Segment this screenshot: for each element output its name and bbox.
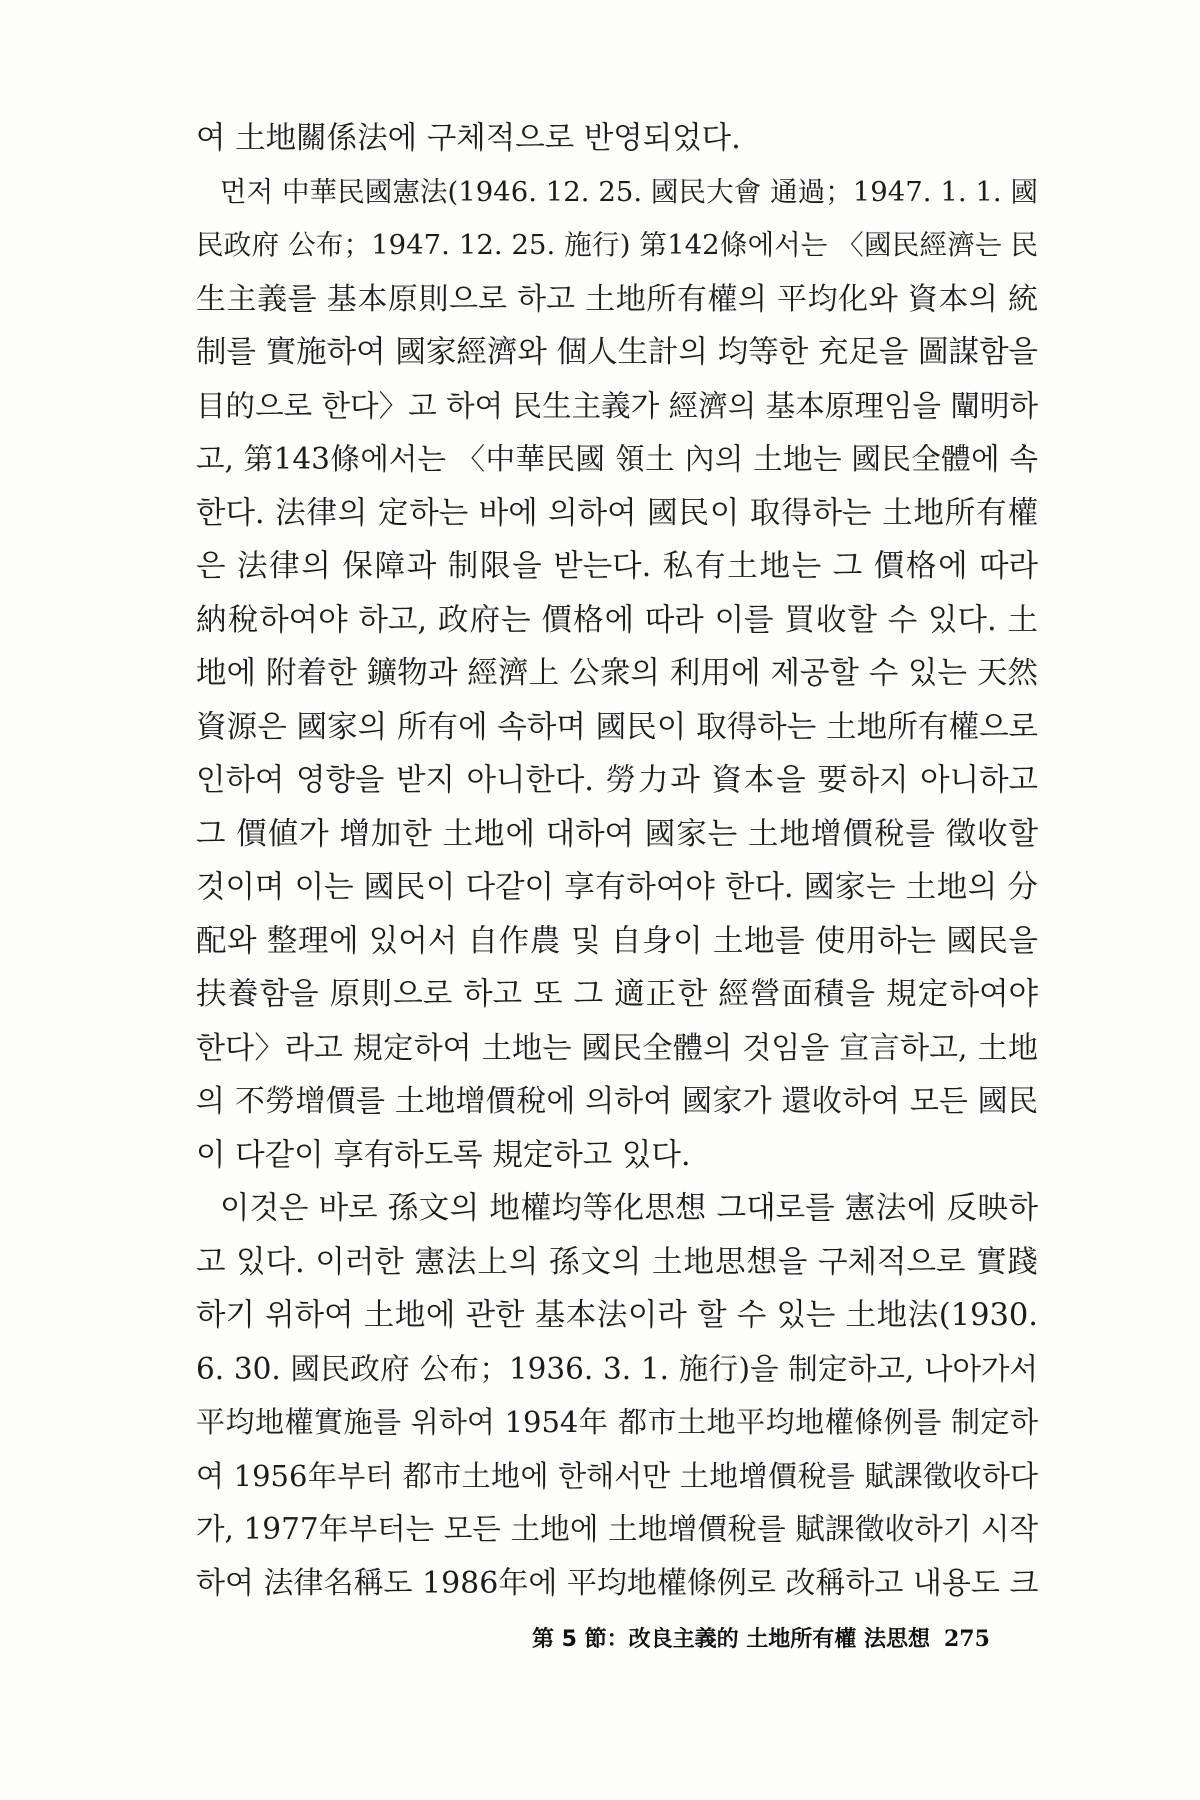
text-line: 納稅하여야 하고, 政府는 價格에 따라 이를 買收할 수 있다. 土: [196, 602, 1038, 638]
page-number: 275: [943, 1626, 990, 1652]
text-line: 6. 30. 國民政府 公布；1936. 3. 1. 施行)을 制定하고, 나아가서: [196, 1351, 1038, 1386]
text-line: 고, 第143條에서는 〈中華民國 領土 內의 土地는 國民全體에 속: [196, 442, 1038, 476]
text-line: 平均地權實施를 위하여 1954年 都市土地平均地權條例를 制定하: [196, 1405, 1038, 1439]
text-line: 가, 1977年부터는 모든 土地에 土地增價稅를 賦課徵收하기 시작: [196, 1512, 1038, 1546]
text-line: 먼저 中華民國憲法(1946. 12. 25. 國民大會 通過；1947. 1. 1. 國: [220, 175, 1038, 208]
text-line: 여 1956年부터 都市土地에 한해서만 土地增價稅를 賦課徵收하다: [196, 1458, 1038, 1493]
text-line: 은 法律의 保障과 制限을 받는다. 私有土地는 그 價格에 따라: [196, 549, 1038, 584]
text-line: 이것은 바로 孫文의 地權均等化思想 그대로를 憲法에 反映하: [220, 1191, 1038, 1226]
text-line: 것이며 이는 國民이 다같이 享有하여야 한다. 國家는 土地의 分: [196, 870, 1038, 905]
text-line: 하여 法律名稱도 1986年에 平均地權條例로 改稱하고 내용도 크: [196, 1565, 1038, 1601]
text-line: 扶養함을 原則으로 하고 또 그 適正한 經營面積을 規定하여야: [196, 977, 1038, 1012]
text-line: 한다. 法律의 定하는 바에 의하여 國民이 取得하는 土地所有權: [196, 495, 1038, 531]
text-line: 여 土地關係法에 구체적으로 반영되었다.: [196, 121, 741, 156]
text-line: 한다〉라고 規定하여 土地는 國民全體의 것임을 宣言하고, 土地: [196, 1030, 1038, 1066]
text-line: 資源은 國家의 所有에 속하며 國民이 取得하는 土地所有權으로: [196, 709, 1038, 745]
text-line: 民政府 公布；1947. 12. 25. 施行) 第142條에서는 〈國民經濟는 民: [196, 229, 1038, 261]
text-line: 하기 위하여 土地에 관한 基本法이라 할 수 있는 土地法(1930.: [196, 1298, 1038, 1333]
text-line: 그 價値가 增加한 土地에 대하여 國家는 土地增價稅를 徵收할: [196, 816, 1038, 852]
text-line: 인하여 영향을 받지 아니한다. 勞力과 資本을 要하지 아니하고: [196, 763, 1038, 798]
text-line: 目的으로 한다〉고 하여 民生主義가 經濟의 基本原理임을 闡明하: [196, 388, 1038, 423]
text-line: 이 다같이 享有하도록 規定하고 있다.: [196, 1137, 691, 1173]
text-line: 고 있다. 이러한 憲法上의 孫文의 土地思想을 구체적으로 實踐: [196, 1244, 1038, 1280]
text-line: 地에 附着한 鑛物과 經濟上 公衆의 利用에 제공할 수 있는 天然: [196, 656, 1038, 691]
text-line: 生主義를 基本原則으로 하고 土地所有權의 平均化와 資本의 統: [196, 281, 1038, 317]
text-line: 配와 整理에 있어서 自作農 및 自身이 土地를 使用하는 國民을: [196, 923, 1038, 959]
section-title: 第 5 節：改良主義的 土地所有權 法思想: [532, 1627, 930, 1652]
body-text: [196, 112, 1038, 1610]
running-footer: [532, 1622, 1032, 1653]
text-line: 의 不勞增價를 土地增價稅에 의하여 國家가 還收하여 모든 國民: [196, 1084, 1038, 1119]
text-line: 制를 實施하여 國家經濟와 個人生計의 均等한 充足을 圖謀함을: [196, 335, 1038, 370]
